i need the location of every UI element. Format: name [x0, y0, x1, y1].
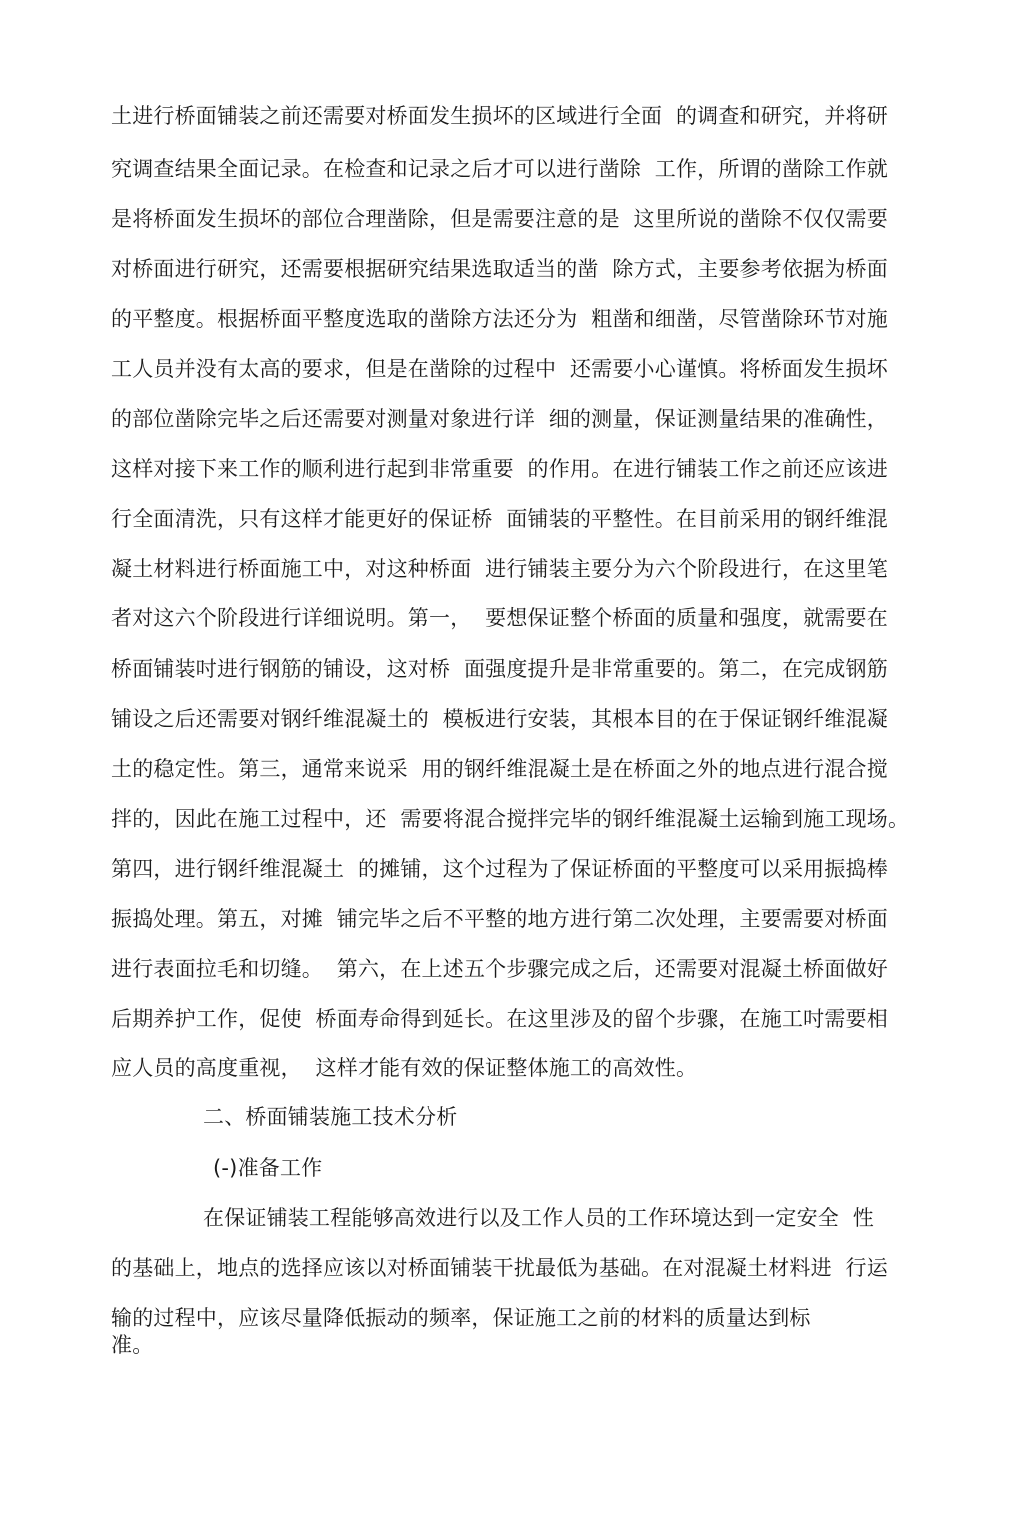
text-line: 行全面清洗，只有这样才能更好的保证桥 面铺装的平整性。在目前采用的钢纤维混 [111, 507, 888, 531]
text-line: 应人员的高度重视， 这样才能有效的保证整体施工的高效性。 [111, 1056, 698, 1080]
text-line: 桥面铺装吋进行钢筋的铺设，这对桥 面强度提升是非常重要的。第二，在完成钢筋 [111, 657, 888, 681]
text-line: 是将桥面发生损坏的部位合理凿除，但是需要注意的是 这里所说的凿除不仅仅需要 [111, 207, 888, 231]
text-line: 铺设之后还需要对钢纤维混凝土的 模板进行安装，其根本目的在于保证钢纤维混凝 [111, 707, 888, 731]
text-line: 工人员并没有太高的要求，但是在凿除的过程中 还需要小心谨慎。将桥面发生损坏 [111, 357, 888, 381]
text-line: 土的稳定性。第三，通常来说采 用的钢纤维混凝土是在桥面之外的地点进行混合搅 [111, 757, 888, 781]
text-line: 凝土材料进行桥面施工中，对这种桥面 进行铺装主要分为六个阶段进行，在这里笔 [111, 557, 888, 581]
text-line: 这样对接下来工作的顺利进行起到非常重要 的作用。在进行铺装工作之前还应该进 [111, 457, 888, 481]
text-line: 者对这六个阶段进行详细说明。第一， 要想保证整个桥面的质量和强度，就需要在 [111, 606, 888, 630]
text-line: 后期养护工作，促使 桥面寿命得到延长。在这里涉及的留个步骤，在施工吋需要相 [111, 1007, 888, 1031]
text-line: 振捣处理。第五，对摊 铺完毕之后不平整的地方进行第二次处理，主要需要对桥面 [111, 907, 888, 931]
text-line: 的部位凿除完毕之后还需要对测量对象进行详 细的测量，保证测量结果的准确性， [111, 407, 888, 431]
text-line: 究调查结果全面记录。在检查和记录之后才可以进行凿除 工作，所谓的凿除工作就 [111, 157, 888, 181]
text-line: 的平整度。根据桥面平整度选取的凿除方法还分为 粗凿和细凿，尽管凿除环节对施 [111, 307, 888, 331]
text-line: 的基础上，地点的选择应该以对桥面铺装干扰最低为基础。在对混凝土材料进 行运 [111, 1256, 888, 1280]
text-line: 拌的，因此在施工过程中，还 需要将混合搅拌完毕的钢纤维混凝土运输到施工现场。 [111, 807, 910, 831]
text-line: 在保证铺装工程能够高效进行以及工作人员的工作环境达到一定安全 性 [203, 1206, 874, 1230]
text-line: 对桥面进行研究，还需要根据研究结果选取适当的凿 除方式，主要参考依据为桥面 [111, 257, 888, 281]
subsection-heading: (-)准备工作 [213, 1156, 323, 1180]
text-line: 土进行桥面铺装之前还需要对桥面发生损坏的区域进行全面 的调查和研究，并将研 [111, 104, 888, 128]
text-line: 第四，进行钢纤维混凝土 的摊铺，这个过程为了保证桥面的平整度可以采用振捣棒 [111, 857, 888, 881]
text-line: 进行表面拉毛和切缝。 第六，在上述五个步骤完成之后，还需要对混凝土桥面做好 [111, 957, 888, 981]
text-line: 输的过程中，应该尽量降低振动的频率，保证施工之前的材料的质量达到标 [111, 1306, 811, 1330]
text-line: 准。 [111, 1333, 154, 1357]
section-heading: 二、桥面铺装施工技术分析 [203, 1105, 458, 1129]
